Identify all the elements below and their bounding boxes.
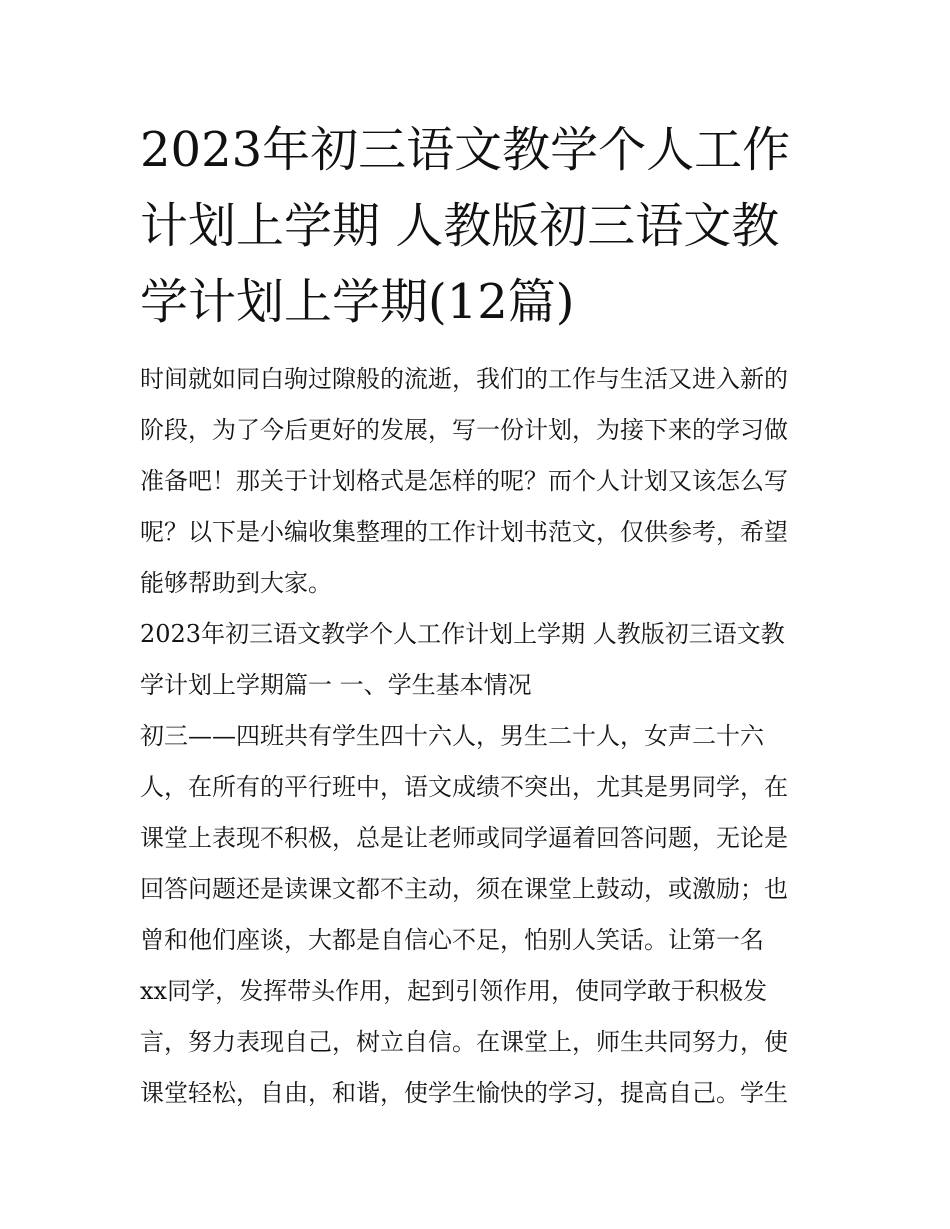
body-line-7: 言，努力表现自己，树立自信。在课堂上，师生共同努力，使 <box>140 1028 788 1056</box>
body-line-5: 曾和他们座谈，大都是自信心不足，怕别人笑话。让第一名 <box>140 926 764 954</box>
intro-line-4: 呢？以下是小编收集整理的工作计划书范文，仅供参考，希望 <box>140 518 788 546</box>
title-line-3: 学计划上学期(12篇) <box>140 274 575 330</box>
body-line-3: 课堂上表现不积极，总是让老师或同学逼着回答问题，无论是 <box>140 824 788 852</box>
intro-line-3: 准备吧！那关于计划格式是怎样的呢？而个人计划又该怎么写 <box>140 467 788 495</box>
intro-line-1: 时间就如同白驹过隙般的流逝，我们的工作与生活又进入新的 <box>140 365 788 393</box>
body-line-8: 课堂轻松，自由，和谐，使学生愉快的学习，提高自己。学生 <box>140 1079 788 1107</box>
body-line-6: xx同学，发挥带头作用，起到引领作用，使同学敢于积极发 <box>140 977 768 1005</box>
student-situation-paragraph <box>140 711 820 1119</box>
intro-line-2: 阶段，为了今后更好的发展，写一份计划，为接下来的学习做 <box>140 416 788 444</box>
section-heading-line-1: 2023年初三语文教学个人工作计划上学期 人教版初三语文教 <box>140 620 785 648</box>
document-body <box>140 354 820 1119</box>
document-title <box>140 112 820 340</box>
intro-line-5: 能够帮助到大家。 <box>140 569 332 597</box>
title-line-2: 计划上学期 人教版初三语文教 <box>140 198 780 254</box>
body-line-1: 初三——四班共有学生四十六人，男生二十人，女声二十六 <box>140 722 764 750</box>
section-heading-line-2: 学计划上学期篇一 一、学生基本情况 <box>140 671 532 699</box>
body-line-4: 回答问题还是读课文都不主动，须在课堂上鼓动，或激励；也 <box>140 875 788 903</box>
intro-paragraph <box>140 354 820 609</box>
section-heading <box>140 609 820 711</box>
body-line-2: 人，在所有的平行班中，语文成绩不突出，尤其是男同学，在 <box>140 773 788 801</box>
document-page <box>140 112 820 1119</box>
title-line-1: 2023年初三语文教学个人工作 <box>140 122 791 178</box>
